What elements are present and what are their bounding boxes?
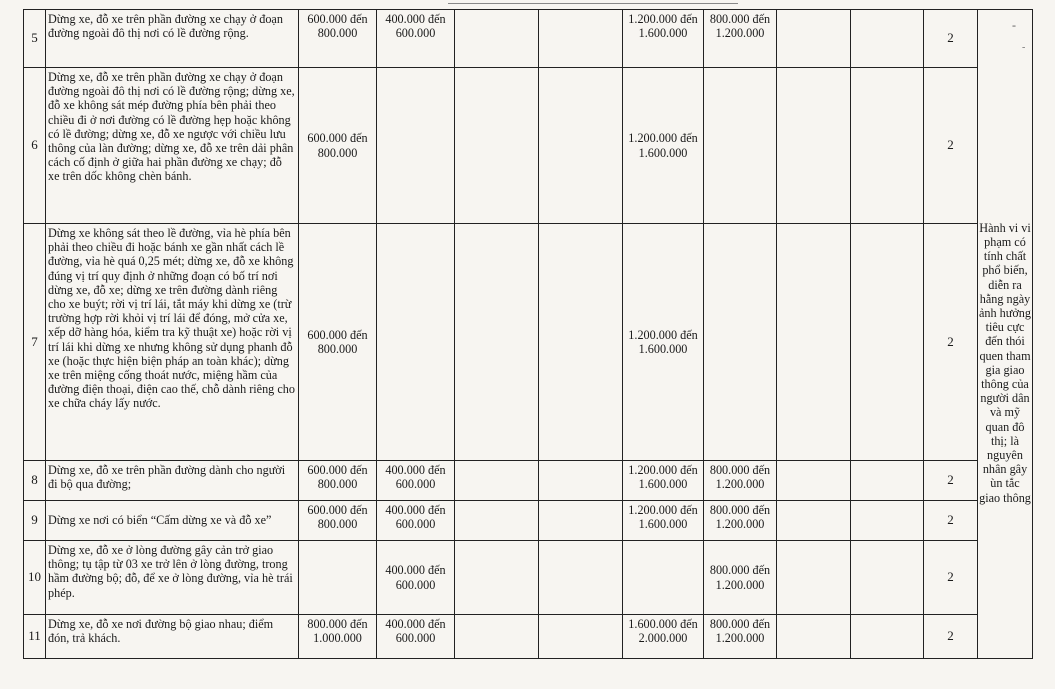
empty-cell <box>851 68 924 224</box>
table-row <box>24 10 1033 68</box>
deduction-points: 2 <box>924 224 978 461</box>
empty-cell <box>851 224 924 461</box>
deduction-points: 2 <box>924 461 978 501</box>
empty-cell <box>455 615 539 659</box>
table-row <box>24 615 1033 659</box>
fine-amount: 1.200.000 đến 1.600.000 <box>623 224 704 461</box>
violation-description: Dừng xe, đỗ xe nơi đường bộ giao nhau; điểm đón, trả khách. <box>46 615 299 659</box>
row-number: 7 <box>24 224 46 461</box>
note-cell: Hành vi vi phạm có tính chất phổ biến, diễn ra hằng ngày ảnh hưởng tiêu cực đến thói quen tham gia giao thông của người dân và mỹ quan đô thị; là nguyên nhân gây ùn tắc giao thông <box>978 68 1033 659</box>
empty-cell <box>851 461 924 501</box>
violation-description: Dừng xe không sát theo lề đường, vỉa hè phía bên phải theo chiều đi hoặc bánh xe gần nhất cách lề đường, vỉa hè quá 0,25 mét; dừng xe, đỗ xe không đúng vị trí quy định ở những đoạn có bố trí nơi dừng xe, đỗ xe; dừng xe trên đường dành riêng cho xe buýt; rời vị trí lái, tắt máy khi dừng xe (trừ trường hợp rời khỏi vị trí lái để đóng, mở cửa xe, xếp dỡ hàng hóa, kiểm tra kỹ thuật xe) hoặc rời vị trí lái khi dừng xe nhưng không sử dụng phanh đỗ xe (hoặc thực hiện biện pháp an toàn khác); dừng xe trên miệng cống thoát nước, miệng hầm của đường điện thoại, điện cao thế, chỗ dành riêng cho xe chữa cháy lấy nước. <box>46 224 299 461</box>
fine-amount: 800.000 đến 1.200.000 <box>704 541 777 615</box>
empty-cell <box>539 541 623 615</box>
empty-cell <box>777 10 851 68</box>
row-number: 8 <box>24 461 46 501</box>
empty-cell <box>851 541 924 615</box>
scan-mark: - <box>1022 42 1026 53</box>
violation-fine-table <box>23 9 1033 659</box>
violation-description: Dừng xe, đỗ xe trên phần đường xe chạy ở đoạn đường ngoài đô thị nơi có lề đường rộng; dừng xe, đỗ xe không sát mép đường phía bên phải theo chiều đi ở nơi đường có lề đường hẹp hoặc không có lề đường; dừng xe, đỗ xe ngược với chiều lưu thông của làn đường; dừng xe, đỗ xe trên dải phân cách cố định ở giữa hai phần đường xe chạy; đỗ xe trên dốc không chèn bánh. <box>46 68 299 224</box>
empty-cell <box>777 461 851 501</box>
empty-cell <box>851 10 924 68</box>
empty-cell <box>455 10 539 68</box>
violation-description: Dừng xe nơi có biển “Cấm dừng xe và đỗ xe” <box>46 501 299 541</box>
empty-cell <box>777 615 851 659</box>
fine-amount: 1.200.000 đến 1.600.000 <box>623 501 704 541</box>
fine-amount: 400.000 đến 600.000 <box>377 10 455 68</box>
fine-amount: 800.000 đến 1.200.000 <box>704 615 777 659</box>
violation-description: Dừng xe, đỗ xe trên phần đường xe chạy ở đoạn đường ngoài đô thị nơi có lề đường rộng. <box>46 10 299 68</box>
deduction-points: 2 <box>924 68 978 224</box>
empty-cell <box>455 501 539 541</box>
table-row <box>24 224 1033 461</box>
row-number: 9 <box>24 501 46 541</box>
empty-cell <box>539 461 623 501</box>
top-border-line <box>448 3 738 4</box>
fine-amount: 1.200.000 đến 1.600.000 <box>623 461 704 501</box>
violation-description: Dừng xe, đỗ xe trên phần đường dành cho người đi bộ qua đường; <box>46 461 299 501</box>
empty-cell <box>777 501 851 541</box>
empty-cell <box>539 224 623 461</box>
fine-amount: 600.000 đến 800.000 <box>299 224 377 461</box>
row-number: 10 <box>24 541 46 615</box>
table-row <box>24 501 1033 541</box>
row-number: 5 <box>24 10 46 68</box>
fine-amount: 800.000 đến 1.200.000 <box>704 501 777 541</box>
deduction-points: 2 <box>924 615 978 659</box>
empty-cell <box>539 615 623 659</box>
fine-amount: 800.000 đến 1.200.000 <box>704 10 777 68</box>
fine-amount: 600.000 đến 800.000 <box>299 10 377 68</box>
fine-amount <box>377 68 455 224</box>
fine-amount: 400.000 đến 600.000 <box>377 461 455 501</box>
table-row <box>24 461 1033 501</box>
fine-amount: 600.000 đến 800.000 <box>299 501 377 541</box>
fine-amount: 400.000 đến 600.000 <box>377 541 455 615</box>
fine-amount <box>704 224 777 461</box>
fine-amount: 600.000 đến 800.000 <box>299 461 377 501</box>
row-number: 6 <box>24 68 46 224</box>
row-number: 11 <box>24 615 46 659</box>
empty-cell <box>455 68 539 224</box>
fine-amount: 1.600.000 đến 2.000.000 <box>623 615 704 659</box>
empty-cell <box>777 541 851 615</box>
empty-cell <box>455 541 539 615</box>
fine-amount <box>299 541 377 615</box>
fine-amount <box>377 224 455 461</box>
empty-cell <box>539 68 623 224</box>
empty-cell <box>539 501 623 541</box>
fine-amount: 800.000 đến 1.000.000 <box>299 615 377 659</box>
empty-cell <box>851 615 924 659</box>
empty-cell <box>777 68 851 224</box>
fine-amount: 400.000 đến 600.000 <box>377 615 455 659</box>
fine-amount: 800.000 đến 1.200.000 <box>704 461 777 501</box>
empty-cell <box>539 10 623 68</box>
empty-cell <box>455 461 539 501</box>
note-cell-top <box>978 10 1033 68</box>
empty-cell <box>777 224 851 461</box>
fine-amount: 1.200.000 đến 1.600.000 <box>623 68 704 224</box>
deduction-points: 2 <box>924 501 978 541</box>
fine-amount: 400.000 đến 600.000 <box>377 501 455 541</box>
empty-cell <box>851 501 924 541</box>
deduction-points: 2 <box>924 541 978 615</box>
fine-amount: 1.200.000 đến 1.600.000 <box>623 10 704 68</box>
scan-mark: - <box>1012 18 1016 32</box>
fine-amount <box>704 68 777 224</box>
empty-cell <box>455 224 539 461</box>
deduction-points: 2 <box>924 10 978 68</box>
fine-amount <box>623 541 704 615</box>
violation-description: Dừng xe, đỗ xe ở lòng đường gây cản trở giao thông; tụ tập từ 03 xe trở lên ở lòng đường, trong hầm đường bộ; đỗ, để xe ở lòng đường, vỉa hè trái phép. <box>46 541 299 615</box>
table-row <box>24 541 1033 615</box>
table-row <box>24 68 1033 224</box>
fine-amount: 600.000 đến 800.000 <box>299 68 377 224</box>
